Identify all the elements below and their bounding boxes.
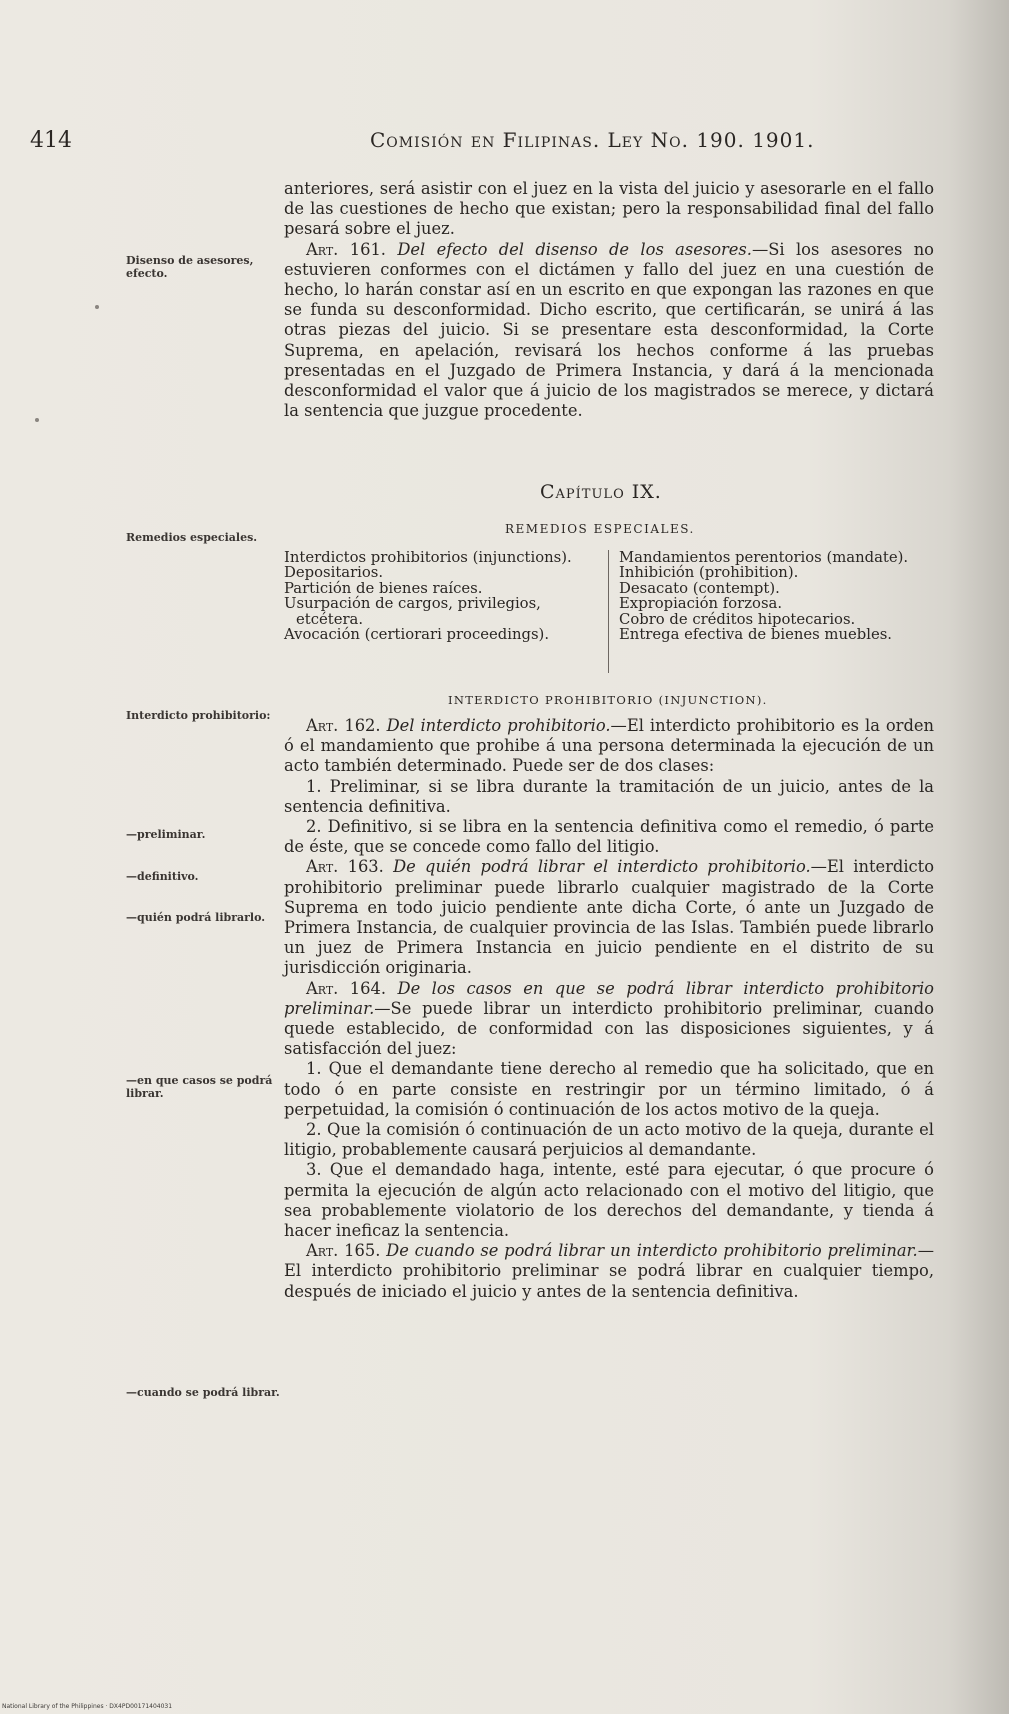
- scan-speck: [35, 418, 39, 422]
- list-item: Avocación (certiorari proceedings).: [284, 626, 550, 644]
- list-item: 1. Que el demandante tiene derecho al remedio que ha solicitado, que en todo ó en parte consiste en restringir por un término limitado, ó á perpetuidad, la comisión ó continuación de los actos motivo de la queja.: [284, 1059, 934, 1119]
- margin-note-quien: —quién podrá librarlo.: [126, 911, 266, 924]
- margin-note-preliminar: —preliminar.: [126, 828, 206, 841]
- list-item: Interdictos prohibitorios (injunctions).: [284, 549, 572, 566]
- article-label: Art. 161.: [306, 239, 386, 259]
- margin-note-disenso: Disenso de asesores, efecto.: [126, 254, 254, 280]
- body-block-1: [284, 179, 934, 421]
- list-item: 3. Que el demandado haga, intente, esté para ejecutar, ó que procure ó permita la ejecución de algún acto relacionado con el motivo del litigio, que sea probablemente violatorio de los derechos del demandante, y tienda á hacer ineficaz la sentencia.: [284, 1160, 934, 1241]
- list-item: Inhibición (prohibition).: [619, 564, 799, 582]
- list-item: Entrega efectiva de bienes muebles.: [619, 626, 892, 644]
- margin-note-interdicto: Interdicto prohibitorio:: [126, 709, 271, 722]
- page-number: 414: [30, 128, 72, 153]
- article-text: —El interdicto prohibitorio preliminar se podrá librar en cualquier tiempo, después de iniciado el juicio y antes de la sentencia definitiva.: [284, 1241, 934, 1301]
- list-item: Usurpación de cargos, privilegios, etcétera.: [284, 595, 541, 628]
- article-title: Del interdicto prohibitorio.: [386, 716, 611, 735]
- article-text: —El interdicto prohibitorio preliminar puede librarlo cualquier magistrado de la Corte Suprema en todo juicio pendiente ante dicha Corte, ó ante un Juzgado de Primera Instancia, de cualquier provincia de las Islas. También puede librarlo un juez de Primera Instancia en juicio pendiente en el distrito de su jurisdicción originaria.: [284, 857, 934, 978]
- list-item: Expropiación forzosa.: [619, 595, 783, 613]
- article-162: [284, 716, 934, 777]
- list-item: 1. Preliminar, si se libra durante la tramitación de un juicio, antes de la sentencia definitiva.: [284, 776, 934, 816]
- chapter-title: Capítulo IX.: [540, 481, 662, 503]
- article-title: De los casos en que se podrá librar interdicto prohibitorio preliminar.: [284, 978, 934, 1018]
- article-text: —El interdicto prohibitorio es la orden ó el mandamiento que prohibe á una persona determinada la ejecución de un acto también determinado. Puede ser de dos clases:: [284, 716, 935, 776]
- article-165: [284, 1241, 934, 1302]
- margin-note-definitivo: —definitivo.: [126, 870, 199, 883]
- list-item: Cobro de créditos hipotecarios.: [619, 610, 856, 628]
- list-item: Partición de bienes raíces.: [284, 579, 483, 597]
- list-item: Depositarios.: [284, 564, 384, 582]
- article-label: Art. 163.: [306, 857, 384, 877]
- scan-speck: [95, 305, 99, 309]
- list-item: 2. Definitivo, si se libra en la sentencia definitiva como el remedio, ó parte de éste, que se concede como fallo del litigio.: [284, 817, 934, 857]
- scan-footer: National Library of the Philippines · DX4PD00171404031: [2, 1703, 173, 1710]
- chapter-subtitle: REMEDIOS ESPECIALES.: [505, 522, 695, 536]
- article-title: De quién podrá librar el interdicto prohibitorio.: [393, 857, 811, 877]
- article-164: [284, 979, 934, 1060]
- article-label: Art. 164.: [306, 978, 387, 998]
- margin-note-cuando: —cuando se podrá librar.: [126, 1386, 280, 1399]
- remedies-column-left: [284, 550, 609, 673]
- article-text: —Si los asesores no estuvieren conformes con el dictámen y fallo del juez en una cuestión de hecho, lo harán constar así en un escrito en que expongan las razones en que se funda su desconformidad. Dicho escrito, que certificarán, se unirá á las otras piezas del juicio. Si se presentare esta desconformidad, la Corte Suprema, en apelación, revisará los hechos conforme á las pruebas presentadas en el Juzgado de Primera Instancia, y dará á la mencionada desconformidad el valor que á juicio de los magistrados se merece, y dictará la sentencia que juzgue procedente.: [284, 239, 934, 421]
- body-block-2: [284, 716, 934, 1302]
- article-text: —Se puede librar un interdicto prohibitorio preliminar, cuando quede establecido, de conformidad con las disposiciones siguientes, y á satisfacción del juez:: [284, 998, 934, 1059]
- list-item: Desacato (contempt).: [619, 579, 780, 597]
- list-item: Mandamientos perentorios (mandate).: [619, 549, 909, 566]
- top-paragraph: anteriores, será asistir con el juez en la vista del juicio y asesorarle en el fallo de las cuestiones de hecho que existan; pero la responsabilidad final del fallo pesará sobre el juez.: [284, 179, 934, 239]
- section-heading: INTERDICTO PROHIBITORIO (INJUNCTION).: [448, 693, 768, 707]
- article-label: Art. 165.: [306, 1241, 381, 1261]
- remedies-list: [284, 550, 934, 673]
- list-item: 2. Que la comisión ó continuación de un acto motivo de la queja, durante el litigio, probablemente causará perjuicios al demandante.: [284, 1120, 934, 1160]
- running-header: Comisión en Filipinas. Ley No. 190. 1901.: [370, 128, 815, 152]
- margin-note-remedios: Remedios especiales.: [126, 531, 258, 544]
- article-161: [284, 240, 934, 422]
- margin-note-casos: —en que casos se podrá librar.: [126, 1074, 273, 1100]
- article-163: [284, 857, 934, 978]
- article-title: Del efecto del disenso de los asesores.: [397, 239, 752, 259]
- article-title: De cuando se podrá librar un interdicto prohibitorio preliminar.: [386, 1241, 918, 1261]
- remedies-column-right: [609, 550, 934, 673]
- article-label: Art. 162.: [306, 716, 381, 735]
